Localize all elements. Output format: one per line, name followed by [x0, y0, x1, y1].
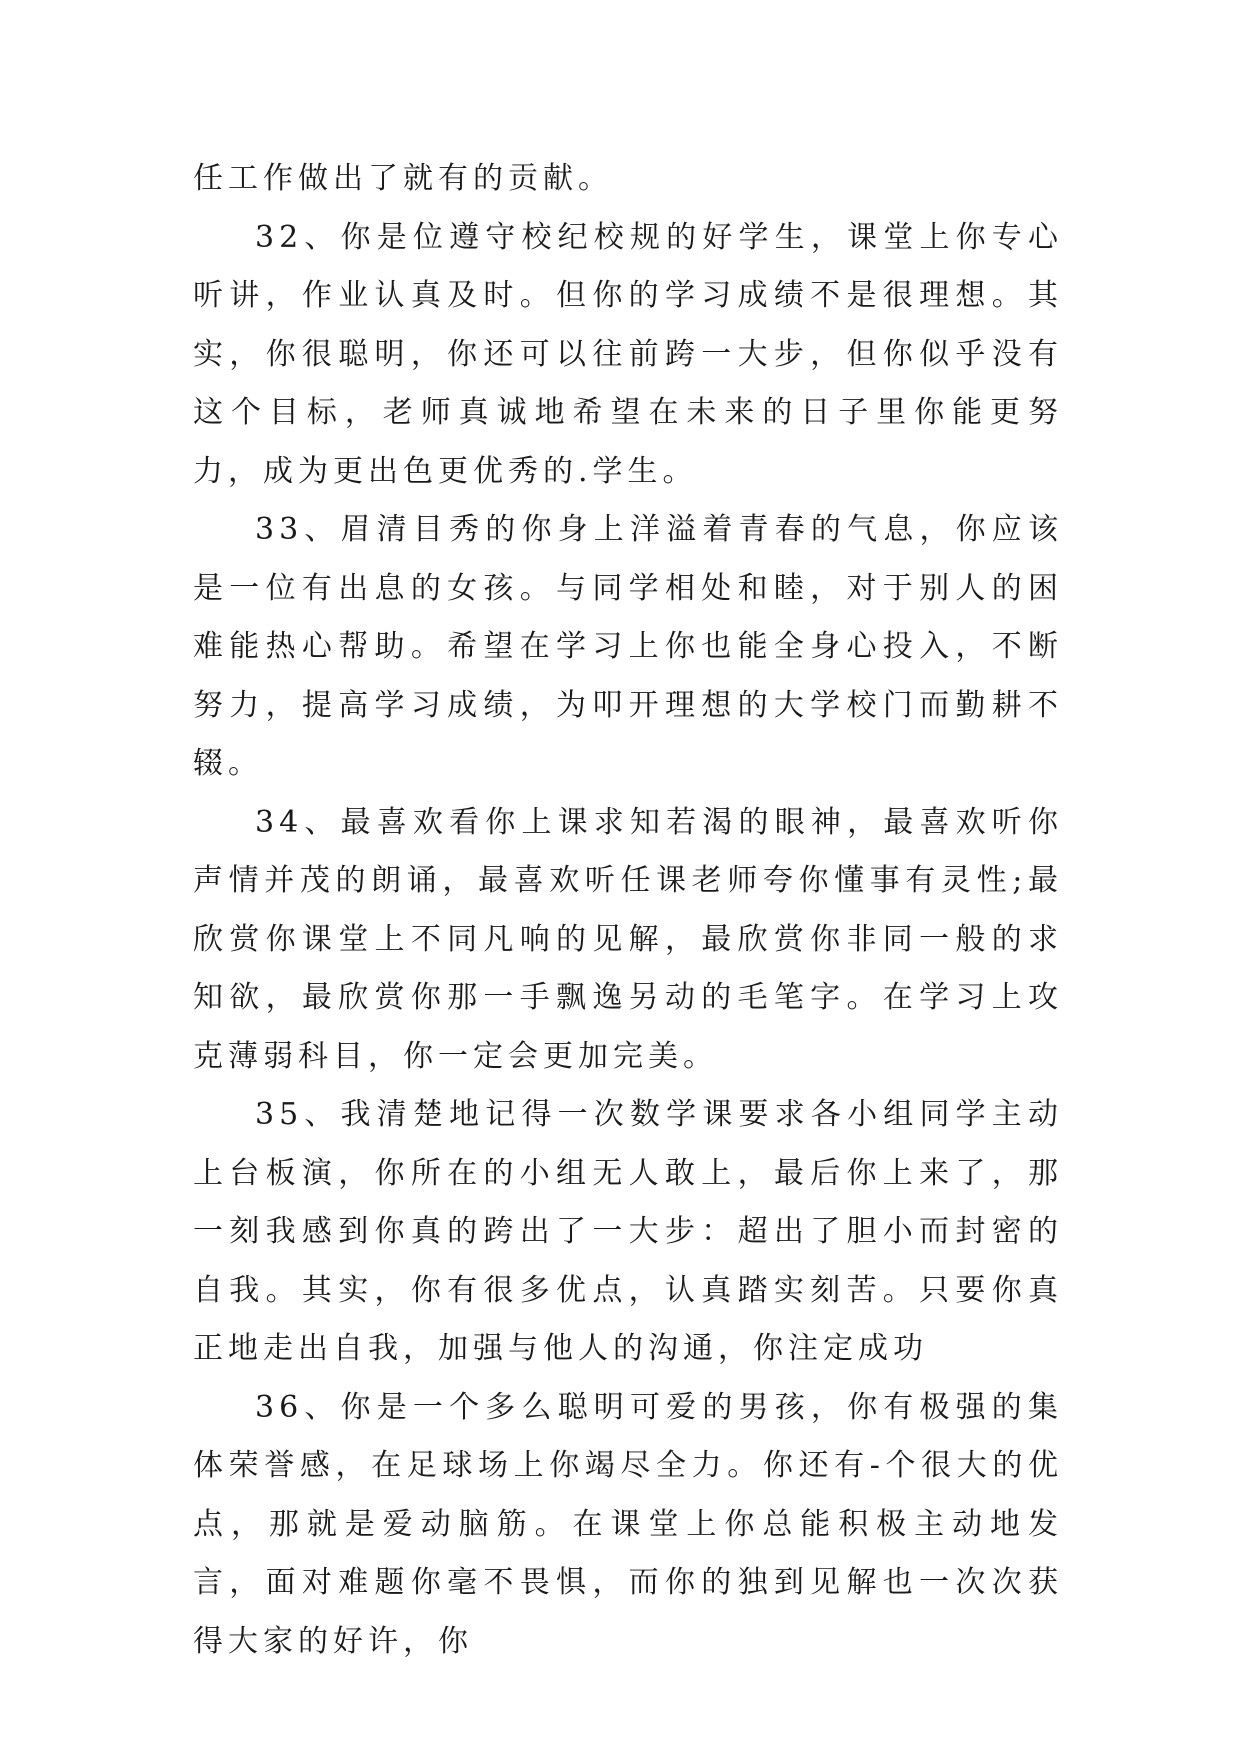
paragraph-continuation: 任工作做出了就有的贡献。 [193, 161, 613, 196]
paragraph-32: 32、你是位遵守校纪校规的好学生，课堂上你专心听讲，作业认真及时。但你的学习成绩不是很理想。其实，你很聪明，你还可以往前跨一大步，但你似乎没有这个目标，老师真诚地希望在未来的日子里你能更努力，成为更出色更优秀的.学生。 [193, 219, 1063, 489]
paragraph-36: 36、你是一个多么聪明可爱的男孩，你有极强的集体荣誉感，在足球场上你竭尽全力。你还有-个很大的优点，那就是爱动脑筋。在课堂上你总能积极主动地发言，面对难题你毫不畏惧，而你的独到见解也一次次获得大家的好许，你 [193, 1389, 1063, 1659]
paragraph-35: 35、我清楚地记得一次数学课要求各小组同学主动上台板演，你所在的小组无人敢上，最后你上来了，那一刻我感到你真的跨出了一大步：超出了胆小而封密的自我。其实，你有很多优点，认真踏实刻苦。只要你真正地走出自我，加强与他人的沟通，你注定成功 [193, 1097, 1063, 1366]
document-page [193, 150, 1063, 1671]
paragraph-33: 33、眉清目秀的你身上洋溢着青春的气息，你应该是一位有出息的女孩。与同学相处和睦，对于别人的困难能热心帮助。希望在学习上你也能全身心投入，不断努力，提高学习成绩，为叩开理想的大学校门而勤耕不辍。 [193, 512, 1063, 781]
paragraph-34: 34、最喜欢看你上课求知若渴的眼神，最喜欢听你声情并茂的朗诵，最喜欢听任课老师夸你懂事有灵性;最欣赏你课堂上不同凡响的见解，最欣赏你非同一般的求知欲，最欣赏你那一手飘逸另动的毛笔字。在学习上攻克薄弱科目，你一定会更加完美。 [193, 804, 1063, 1074]
